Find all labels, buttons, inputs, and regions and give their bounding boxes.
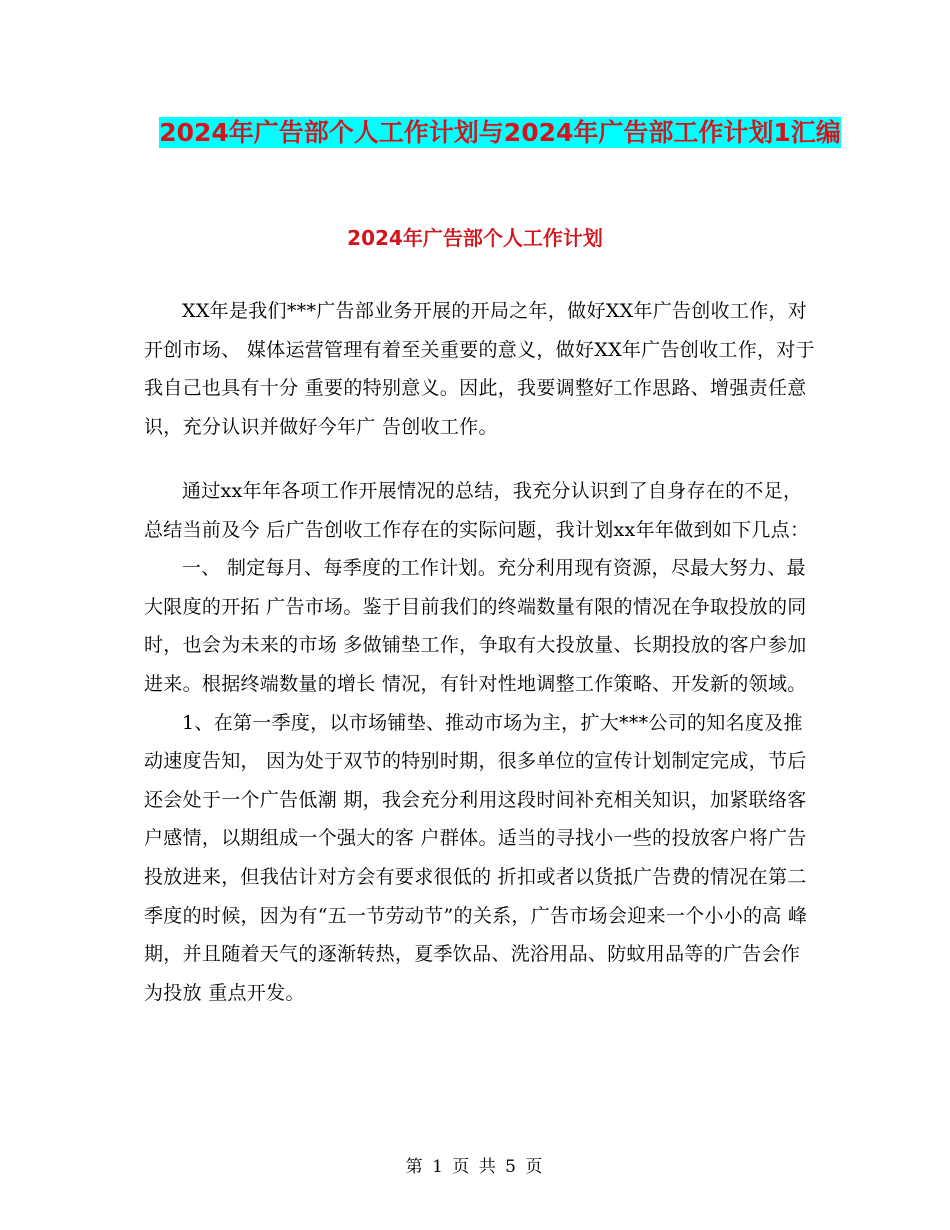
body-text-lower [144, 472, 816, 1012]
section-heading: 2024年广告部个人工作计划 [347, 226, 603, 250]
paragraph-intro: XX年是我们***广告部业务开展的开局之年，做好XX年广告创收工作，对开创市场、 媒体运营管理有着至关重要的意义，做好XX年广告创收工作，对于我自己也具有十分 重要的特别意义。因此，我要调整好工作思路、增强责任意识，充分认识并做好今年广 告创收工作。 [144, 300, 815, 438]
page-title-block [140, 110, 860, 156]
page-title: 2024年广告部个人工作计划与2024年广告部工作计划1汇编 [159, 118, 841, 147]
paragraph-first-quarter: 1、在第一季度，以市场铺垫、推动市场为主，扩大***公司的知名度及推动速度告知， 因为处于双节的特别时期，很多单位的宣传计划制定完成，节后还会处于一个广告低潮 期，我会充分利用这段时间补充相关知识，加紧联络客户感情，以期组成一个强大的客 户群体。适当的寻找小一些的投放客户将广告投放进来，但我估计对方会有要求很低的 折扣或者以货抵广告费的情况在第二季度的时候，因为有“五一节劳动节”的关系，广告市场会迎来一个小小的高 峰期，并且随着天气的逐渐转热，夏季饮品、洗浴用品、防蚊用品等的广告会作为投放 重点开发。 [144, 711, 808, 1004]
body-text-upper [144, 292, 816, 446]
paragraph-plan-one: 一、 制定每月、每季度的工作计划。充分利用现有资源，尽最大努力、最大限度的开拓 广告市场。鉴于目前我们的终端数量有限的情况在争取投放的同时，也会为未来的市场 多做铺垫工作，争取有大投放量、长期投放的客户参加进来。根据终端数量的增长 情况，有针对性地调整工作策略、开发新的领域。 [144, 557, 807, 695]
paragraph-summary: 通过xx年年各项工作开展情况的总结，我充分认识到了自身存在的不足，总结当前及今 后广告创收工作存在的实际问题，我计划xx年年做到如下几点： [144, 480, 810, 541]
page-number: 第 1 页 共 5 页 [405, 1157, 545, 1177]
